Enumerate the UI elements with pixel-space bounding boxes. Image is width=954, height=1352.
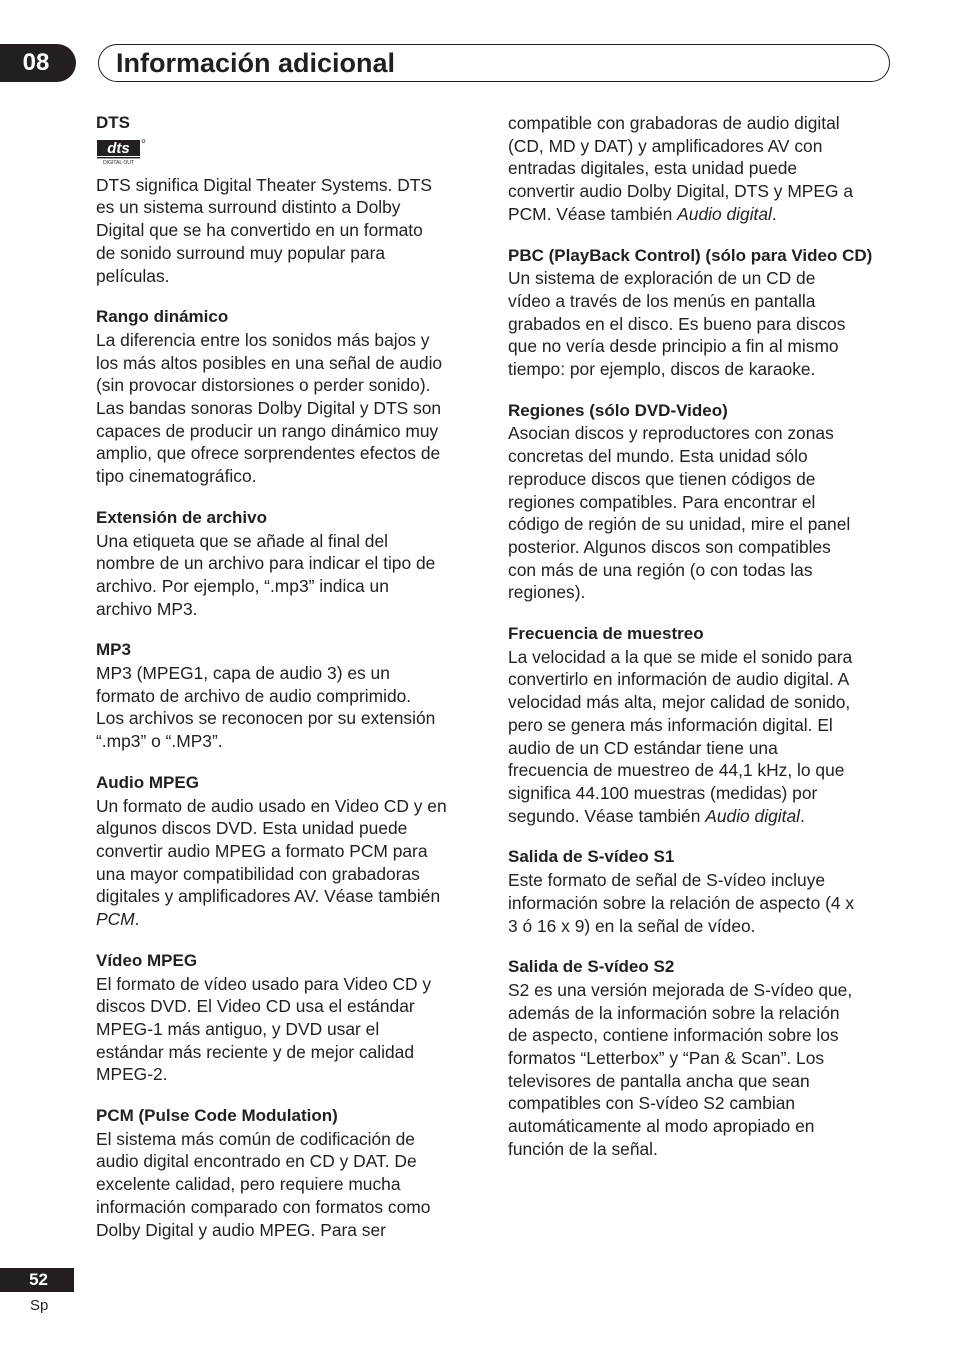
- definition-line: convertir audio MPEG a formato PCM para: [96, 840, 428, 861]
- definition-line: Una etiqueta que se añade al final del: [96, 530, 388, 551]
- definition-line: función de la señal.: [508, 1138, 658, 1159]
- page-number: 52: [0, 1268, 74, 1292]
- definition-line: concretas del mundo. Esta unidad sólo: [508, 446, 808, 467]
- definition-line: código de región de su unidad, mire el panel: [508, 514, 851, 535]
- definition-line: compatible con grabadoras de audio digital: [508, 113, 840, 133]
- definition-line: digitales y amplificadores AV. Véase también: [96, 886, 441, 907]
- glossary-term: Extensión de archivo: [96, 507, 267, 527]
- definition-line: MP3 (MPEG1, capa de audio 3) es un: [96, 663, 390, 684]
- glossary-term: Audio MPEG: [96, 772, 199, 792]
- definition-line: (CD, MD y DAT) y amplificadores AV con: [508, 135, 823, 156]
- right-column: [508, 112, 892, 1180]
- definition-line: tipo cinematográfico.: [96, 466, 257, 487]
- glossary-definition: [508, 646, 892, 828]
- definition-line: formato de archivo de audio comprimido.: [96, 685, 412, 706]
- definition-line: regiones).: [508, 582, 586, 603]
- glossary-entry: [96, 112, 480, 287]
- definition-line: archivo. Por ejemplo, “.mp3” indica un: [96, 575, 389, 596]
- glossary-entry: [508, 623, 892, 827]
- definition-line: películas.: [96, 265, 170, 286]
- dts-logo-subtext: DIGITAL OUT: [103, 159, 134, 166]
- definition-line: significa 44.100 muestras (medidas) por: [508, 782, 818, 803]
- definition-line: además de la información sobre la relación: [508, 1002, 840, 1023]
- definition-line: información comparado con formatos como: [96, 1196, 431, 1217]
- definition-line: DTS significa Digital Theater Systems. DTS: [96, 174, 433, 195]
- definition-line: PCM. Véase también: [508, 203, 673, 224]
- see-also-suffix: .: [771, 203, 777, 224]
- definition-line: MPEG-1 más antiguo, y DVD usar el: [96, 1018, 380, 1039]
- definition-line: información sobre la relación de aspecto (4 x: [508, 892, 855, 913]
- definition-line: amplio, que ofrece sorprendentes efectos de: [96, 443, 441, 464]
- glossary-definition: [508, 267, 892, 381]
- glossary-entry: [508, 112, 892, 226]
- definition-line: de aspecto, contiene información sobre los: [508, 1025, 839, 1046]
- definition-line: audio digital encontrado en CD y DAT. De: [96, 1151, 417, 1172]
- definition-line: una mayor compatibilidad con grabadoras: [96, 863, 420, 884]
- see-also-suffix: .: [800, 805, 805, 826]
- glossary-definition: [508, 869, 892, 937]
- definition-line: Un sistema de exploración de un CD de: [508, 268, 816, 289]
- left-column: [96, 112, 480, 1260]
- definition-line: convertirlo en información de audio digital. A: [508, 669, 850, 690]
- glossary-term: Salida de S-vídeo S1: [508, 847, 675, 867]
- definition-line: La velocidad a la que se mide el sonido para: [508, 646, 853, 667]
- see-also-reference: Audio digital: [705, 805, 800, 826]
- see-also-reference: PCM: [96, 909, 135, 930]
- definition-line: (sin provocar distorsiones o perder sonido).: [96, 375, 431, 396]
- definition-line: convertir audio Dolby Digital, DTS y MPEG a: [508, 181, 854, 202]
- glossary-definition: [508, 979, 892, 1161]
- glossary-entry: [96, 306, 480, 488]
- definition-line: nombre de un archivo para indicar el tipo de: [96, 553, 436, 574]
- glossary-definition: [508, 112, 892, 226]
- definition-line: segundo. Véase también: [508, 805, 701, 826]
- glossary-definition: [96, 1128, 480, 1242]
- glossary-definition: [96, 795, 480, 931]
- definition-line: reproduce discos que tienen códigos de: [508, 468, 816, 489]
- glossary-definition: [96, 662, 480, 753]
- glossary-term: Rango dinámico: [96, 307, 229, 327]
- definition-line: entradas digitales, esta unidad puede: [508, 158, 798, 179]
- definition-line: automáticamente al modo apropiado en: [508, 1116, 815, 1137]
- definition-line: televisores de pantalla ancha que sean: [508, 1070, 810, 1091]
- definition-line: Las bandas sonoras Dolby Digital y DTS son: [96, 398, 442, 419]
- definition-line: frecuencia de muestreo de 44,1 kHz, lo que: [508, 760, 845, 781]
- glossary-entry: [96, 507, 480, 621]
- see-also-reference: Audio digital: [677, 203, 772, 224]
- glossary-entry: [508, 956, 892, 1160]
- glossary-entry: [508, 245, 892, 381]
- definition-line: algunos discos DVD. Esta unidad puede: [96, 818, 408, 839]
- definition-line: los más altos posibles en una señal de audio: [96, 352, 443, 373]
- definition-line: El sistema más común de codificación de: [96, 1128, 415, 1149]
- definition-line: 3 ó 16 x 9) en la señal de vídeo.: [508, 915, 756, 936]
- definition-line: de sonido surround muy popular para: [96, 242, 386, 263]
- definition-line: posterior. Algunos discos son compatibles: [508, 536, 831, 557]
- definition-line: audio de un CD estándar tiene una: [508, 737, 778, 758]
- definition-line: es un sistema surround distinto a Dolby: [96, 197, 401, 218]
- dts-logo-text: dts: [107, 139, 130, 157]
- definition-line: archivo MP3.: [96, 598, 198, 619]
- glossary-term: Regiones (sólo DVD-Video): [508, 400, 728, 420]
- glossary-entry: [96, 772, 480, 931]
- see-also-suffix: .: [134, 909, 140, 930]
- definition-line: El formato de vídeo usado para Video CD y: [96, 973, 432, 994]
- definition-line: Digital que se ha convertido en un formato: [96, 220, 423, 241]
- dts-logo-icon: [96, 137, 146, 167]
- definition-line: pero se genera más información digital. El: [508, 714, 833, 735]
- definition-line: tiempo: por ejemplo, discos de karaoke.: [508, 359, 816, 380]
- glossary-term: Vídeo MPEG: [96, 950, 198, 970]
- glossary-entry: [508, 846, 892, 937]
- page-title: Información adicional: [116, 48, 396, 78]
- definition-line: capaces de producir un rango dinámico muy: [96, 420, 439, 441]
- language-code: Sp: [30, 1297, 49, 1314]
- definition-line: discos DVD. El Video CD usa el estándar: [96, 996, 415, 1017]
- glossary-term: Frecuencia de muestreo: [508, 624, 704, 644]
- definition-line: formatos “Letterbox” y “Pan & Scan”. Los: [508, 1048, 825, 1069]
- definition-line: vídeo a través de los menús en pantalla: [508, 290, 816, 311]
- definition-line: Los archivos se reconocen por su extensión: [96, 708, 436, 729]
- glossary-definition: [96, 530, 480, 621]
- glossary-term: Salida de S-vídeo S2: [508, 957, 675, 977]
- glossary-definition: [96, 174, 480, 288]
- definition-line: S2 es una versión mejorada de S-vídeo que,: [508, 979, 853, 1000]
- definition-line: La diferencia entre los sonidos más bajos y: [96, 329, 430, 350]
- glossary-definition: [508, 422, 892, 604]
- glossary-term: MP3: [96, 640, 131, 660]
- chapter-number-badge: 08: [0, 44, 76, 82]
- definition-line: MPEG-2.: [96, 1064, 168, 1085]
- definition-line: excelente calidad, pero requiere mucha: [96, 1174, 401, 1195]
- glossary-term: PBC (PlayBack Control) (sólo para Video CD): [508, 245, 873, 265]
- glossary-term: PCM (Pulse Code Modulation): [96, 1106, 338, 1126]
- glossary-entry: [96, 639, 480, 753]
- definition-line: velocidad más alta, mejor calidad de sonido,: [508, 692, 851, 713]
- definition-line: compatibles con S-vídeo S2 cambian: [508, 1093, 796, 1114]
- definition-line: estándar más reciente y de mejor calidad: [96, 1041, 415, 1062]
- glossary-definition: [96, 973, 480, 1087]
- definition-line: regiones compatibles. Para encontrar el: [508, 491, 816, 512]
- glossary-entry: [96, 950, 480, 1086]
- glossary-entry: [508, 400, 892, 604]
- definition-line: “.mp3” o “.MP3”.: [96, 731, 223, 752]
- definition-line: grabados en el disco. Es bueno para discos: [508, 313, 846, 334]
- glossary-definition: [96, 329, 480, 488]
- glossary-entry: [96, 1105, 480, 1241]
- definition-line: Un formato de audio usado en Video CD y en: [96, 795, 447, 816]
- definition-line: con más de una región (o con todas las: [508, 559, 813, 580]
- glossary-term: DTS: [96, 113, 130, 132]
- definition-line: Dolby Digital y audio MPEG. Para ser: [96, 1219, 386, 1240]
- definition-line: Asocian discos y reproductores con zonas: [508, 423, 834, 444]
- definition-line: que no vería desde principio a fin al mismo: [508, 336, 839, 357]
- definition-line: Este formato de señal de S-vídeo incluye: [508, 870, 826, 891]
